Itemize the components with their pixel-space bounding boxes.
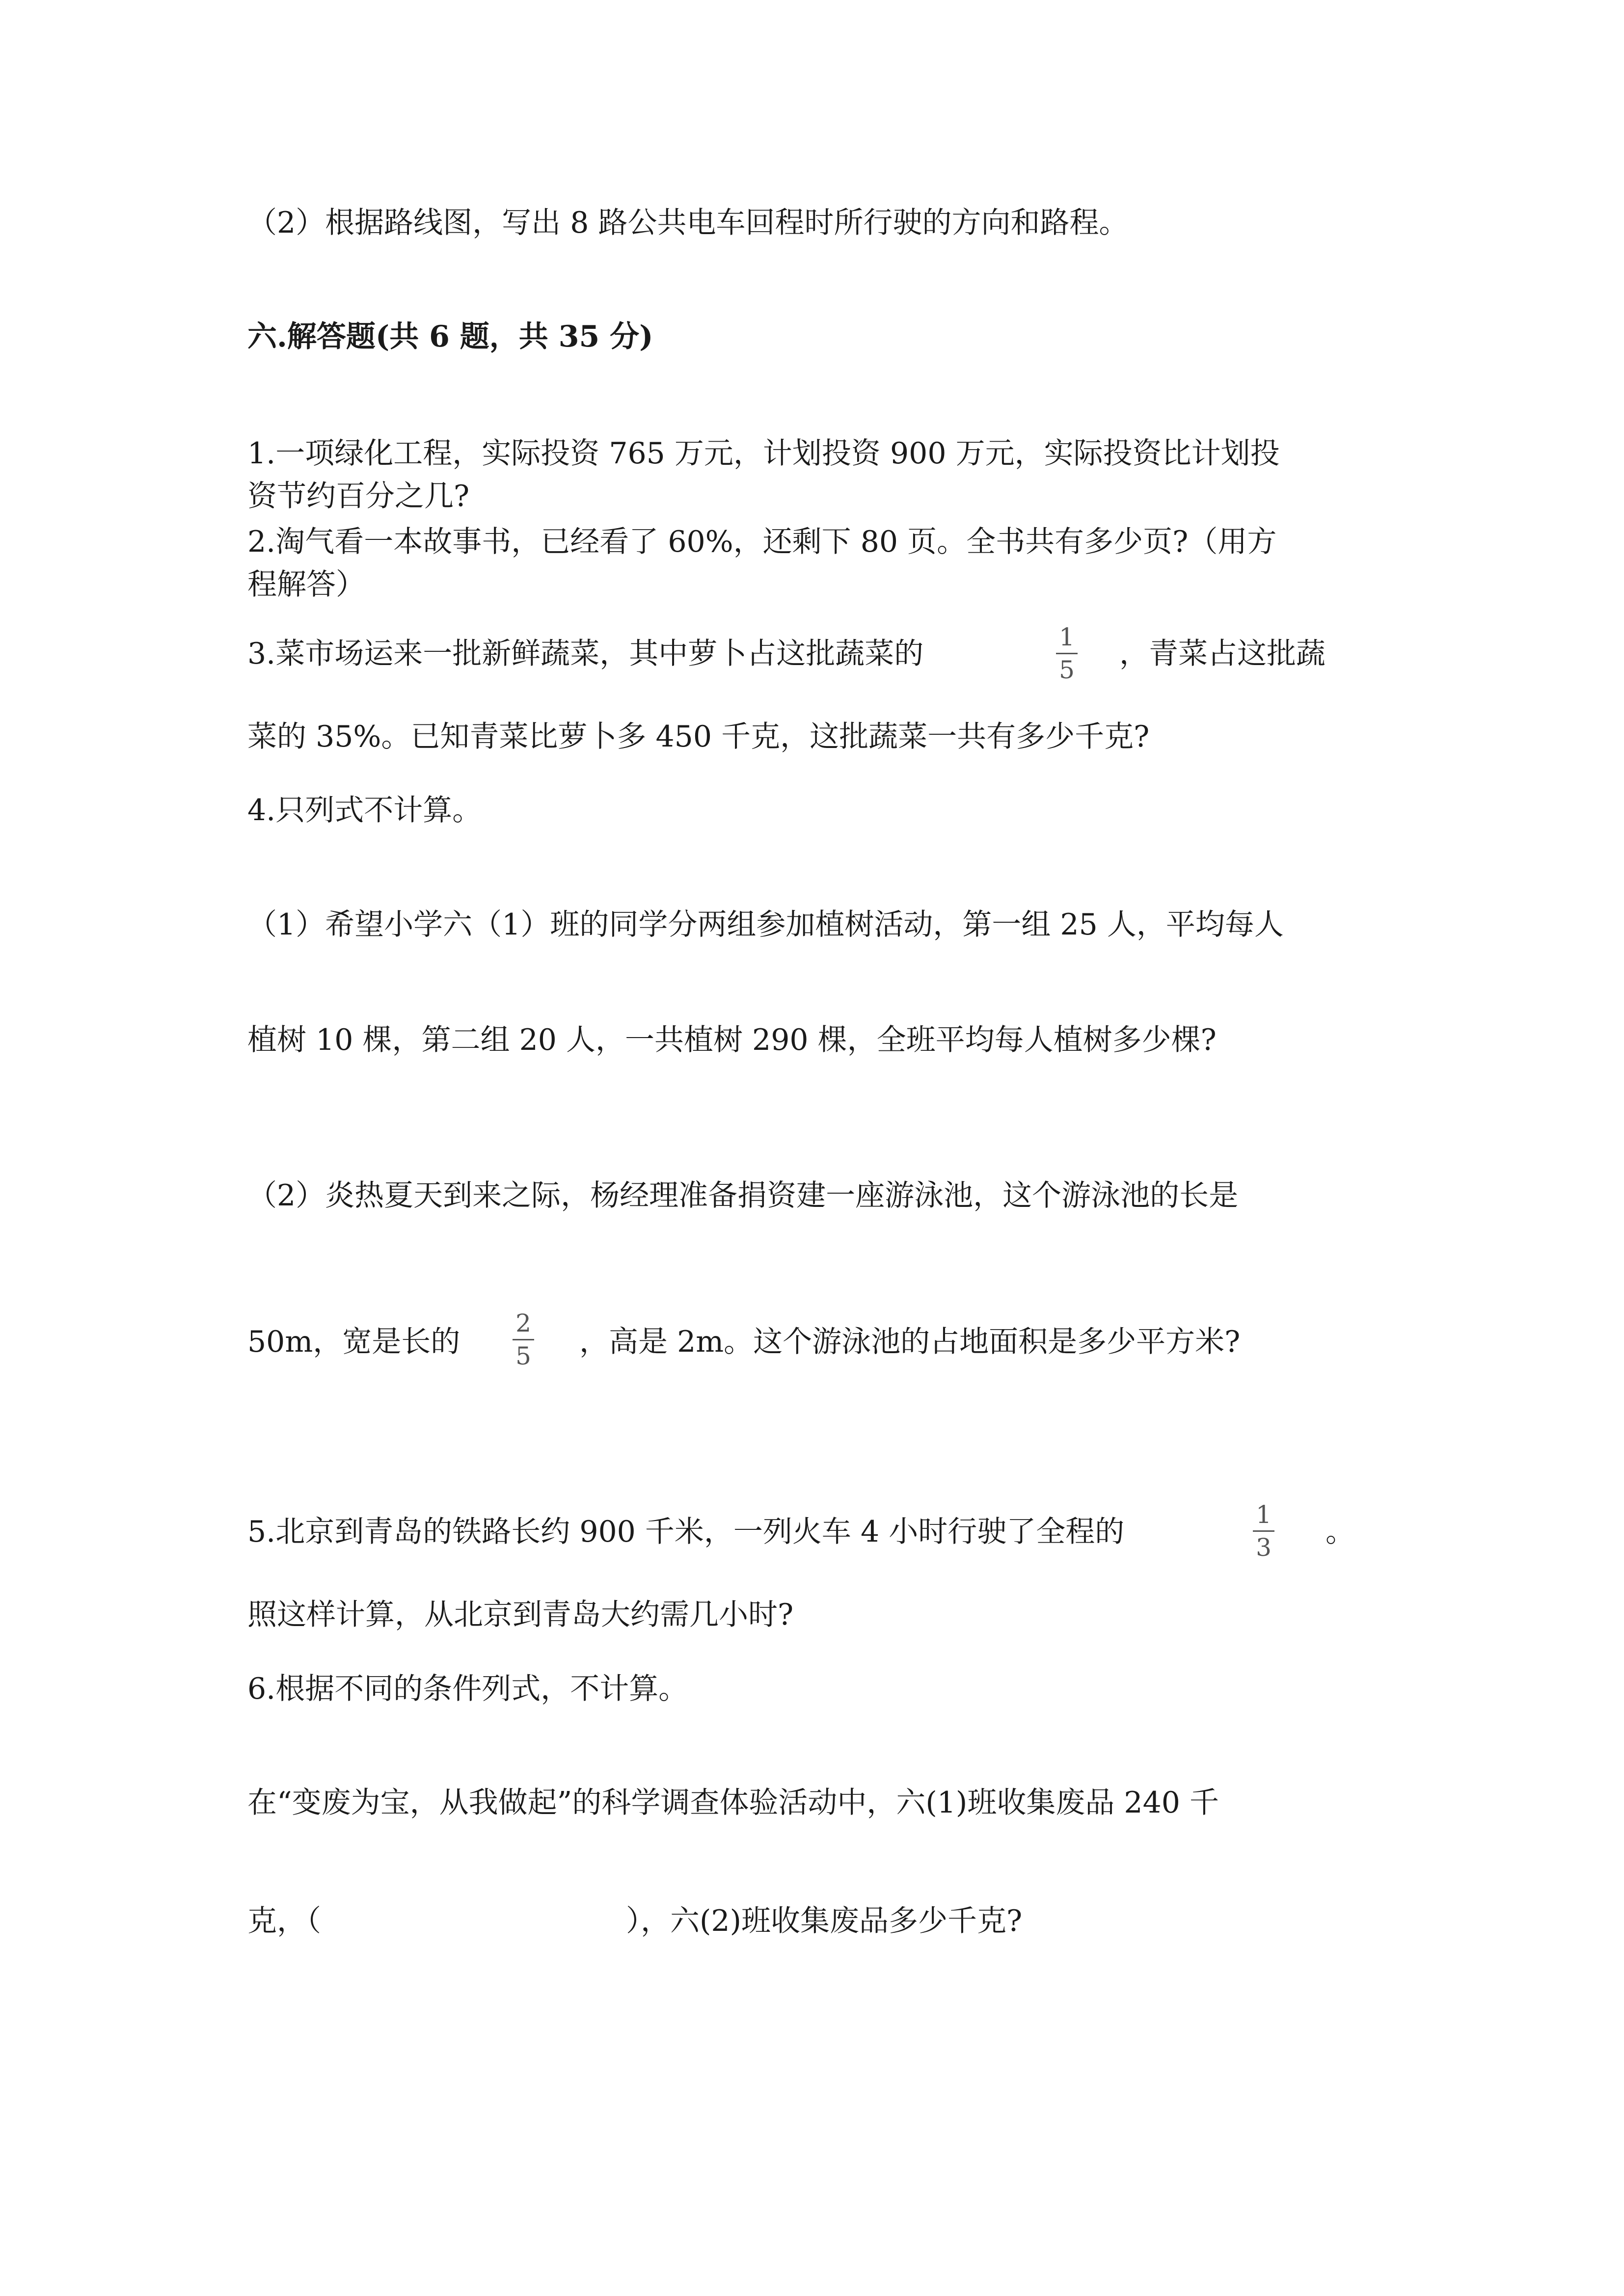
- section-heading: 六.解答题(共 6 题，共 35 分): [247, 320, 653, 354]
- question-6-line-2-tail: ），六(2)班收集废品多少千克?: [626, 1904, 1023, 1938]
- fraction-numerator: 1: [1256, 1500, 1272, 1529]
- question-4-1-line-1: （1）希望小学六（1）班的同学分两组参加植树活动，第一组 25 人，平均每人: [247, 908, 1284, 942]
- question-6-title: 6.根据不同的条件列式，不计算。: [247, 1672, 688, 1706]
- question-4-2-line-2-tail: ，高是 2m。这个游泳池的占地面积是多少平方米?: [579, 1325, 1241, 1359]
- fraction-bar: [1253, 1530, 1274, 1532]
- fraction-numerator: 1: [1059, 623, 1075, 651]
- fraction-two-fifths: [509, 1309, 538, 1370]
- question-3-line-1-tail: ，青菜占这批蔬: [1119, 637, 1326, 671]
- question-4-2-line-1: （2）炎热夏天到来之际，杨经理准备捐资建一座游泳池，这个游泳池的长是: [247, 1178, 1239, 1213]
- fraction-denominator: 5: [1059, 656, 1075, 684]
- question-6-line-2: 克，（: [247, 1904, 321, 1938]
- fraction-denominator: 3: [1256, 1533, 1272, 1562]
- fraction-denominator: 5: [515, 1342, 531, 1370]
- fraction-bar: [1056, 653, 1078, 654]
- question-4-title: 4.只列式不计算。: [247, 793, 482, 828]
- question-3-line-1: 3.菜市场运来一批新鲜蔬菜，其中萝卜占这批蔬菜的: [247, 637, 924, 671]
- fraction-bar: [513, 1339, 534, 1340]
- question-4-1-line-2: 植树 10 棵，第二组 20 人，一共植树 290 棵，全班平均每人植树多少棵?: [247, 1023, 1217, 1057]
- question-5-2-text: （2）根据路线图，写出 8 路公共电车回程时所行驶的方向和路程。: [247, 206, 1129, 240]
- question-5-line-2: 照这样计算，从北京到青岛大约需几小时?: [247, 1598, 794, 1632]
- question-2-line-1: 2.淘气看一本故事书，已经看了 60%，还剩下 80 页。全书共有多少页?（用方: [247, 525, 1277, 559]
- fraction-numerator: 2: [515, 1309, 531, 1337]
- question-3-line-2: 菜的 35%。已知青菜比萝卜多 450 千克，这批蔬菜一共有多少千克?: [247, 720, 1150, 754]
- question-1-line-2: 资节约百分之几?: [247, 479, 470, 513]
- question-4-2-line-2: 50m，宽是长的: [247, 1325, 460, 1359]
- question-5-line-1: 5.北京到青岛的铁路长约 900 千米，一列火车 4 小时行驶了全程的: [247, 1515, 1125, 1549]
- question-5-line-1-tail: 。: [1326, 1515, 1355, 1549]
- question-6-line-1: 在“变废为宝，从我做起”的科学调查体验活动中，六(1)班收集废品 240 千: [247, 1786, 1219, 1820]
- question-1-line-1: 1.一项绿化工程，实际投资 765 万元，计划投资 900 万元，实际投资比计划投: [247, 436, 1280, 471]
- fraction-one-third: [1249, 1501, 1278, 1561]
- fraction-one-fifth: [1052, 623, 1082, 684]
- question-2-line-2: 程解答）: [247, 567, 365, 602]
